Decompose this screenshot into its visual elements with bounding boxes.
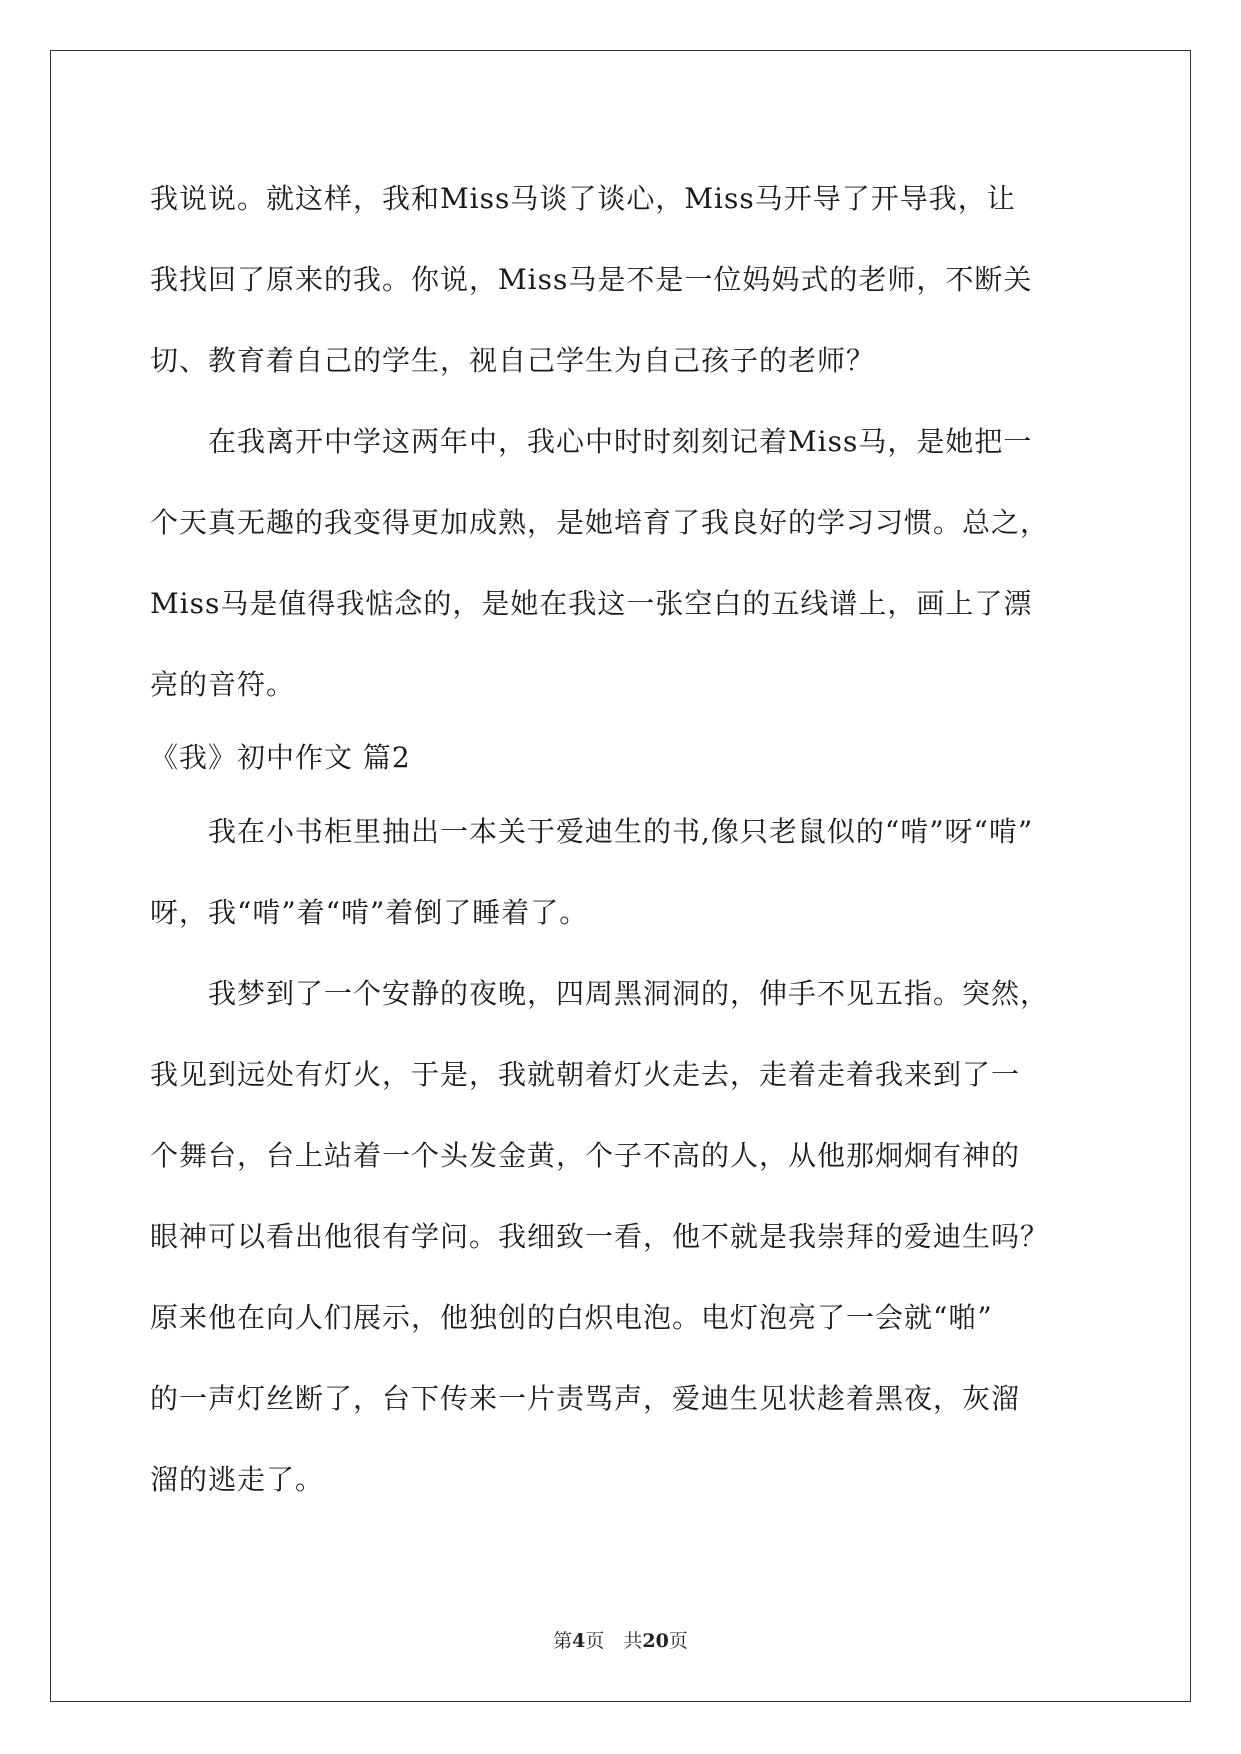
text-line: 呀，我“啃”着“啃”着倒了睡着了。 <box>150 896 589 929</box>
text-line: 我说说。就这样，我和Miss马谈了谈心，Miss马开导了开导我，让 <box>150 182 1016 215</box>
text-line: 我梦到了一个安静的夜晚，四周黑洞洞的，伸手不见五指。突然， <box>150 977 1050 1010</box>
total-page-number: 20 <box>642 1630 669 1652</box>
text-line: Miss马是值得我惦念的，是她在我这一张空白的五线谱上，画上了漂 <box>150 587 1033 620</box>
section-heading: 《我》初中作文 篇2 <box>150 741 411 774</box>
footer-prefix: 第 <box>553 1630 573 1652</box>
text-line: 我在小书柜里抽出一本关于爱迪生的书,像只老鼠似的“啃”呀“啃” <box>150 815 1034 848</box>
footer-suffix: 页 <box>668 1630 688 1652</box>
text-line: 原来他在向人们展示，他独创的白炽电泡。电灯泡亮了一会就“啪” <box>150 1301 993 1334</box>
text-line: 眼神可以看出他很有学问。我细致一看，他不就是我崇拜的爱迪生吗？ <box>150 1220 1050 1253</box>
text-line: 切、教育着自己的学生，视自己学生为自己孩子的老师？ <box>150 344 876 377</box>
document-body <box>150 158 1090 1520</box>
text-line: 的一声灯丝断了，台下传来一片责骂声，爱迪生见状趁着黑夜，灰溜 <box>150 1382 1021 1415</box>
text-line: 个天真无趣的我变得更加成熟，是她培育了我良好的学习习惯。总之， <box>150 506 1050 539</box>
page-footer <box>0 1626 1241 1653</box>
text-line: 我找回了原来的我。你说，Miss马是不是一位妈妈式的老师，不断关 <box>150 263 1033 296</box>
text-line: 亮的音符。 <box>150 668 296 701</box>
text-line: 在我离开中学这两年中，我心中时时刻刻记着Miss马，是她把一 <box>150 425 1033 458</box>
current-page-number: 4 <box>572 1630 586 1652</box>
text-line: 我见到远处有灯火，于是，我就朝着灯火走去，走着走着我来到了一 <box>150 1058 1021 1091</box>
footer-mid: 页 共 <box>585 1630 643 1652</box>
text-line: 个舞台，台上站着一个头发金黄，个子不高的人，从他那炯炯有神的 <box>150 1139 1021 1172</box>
text-line: 溜的逃走了。 <box>150 1463 325 1496</box>
